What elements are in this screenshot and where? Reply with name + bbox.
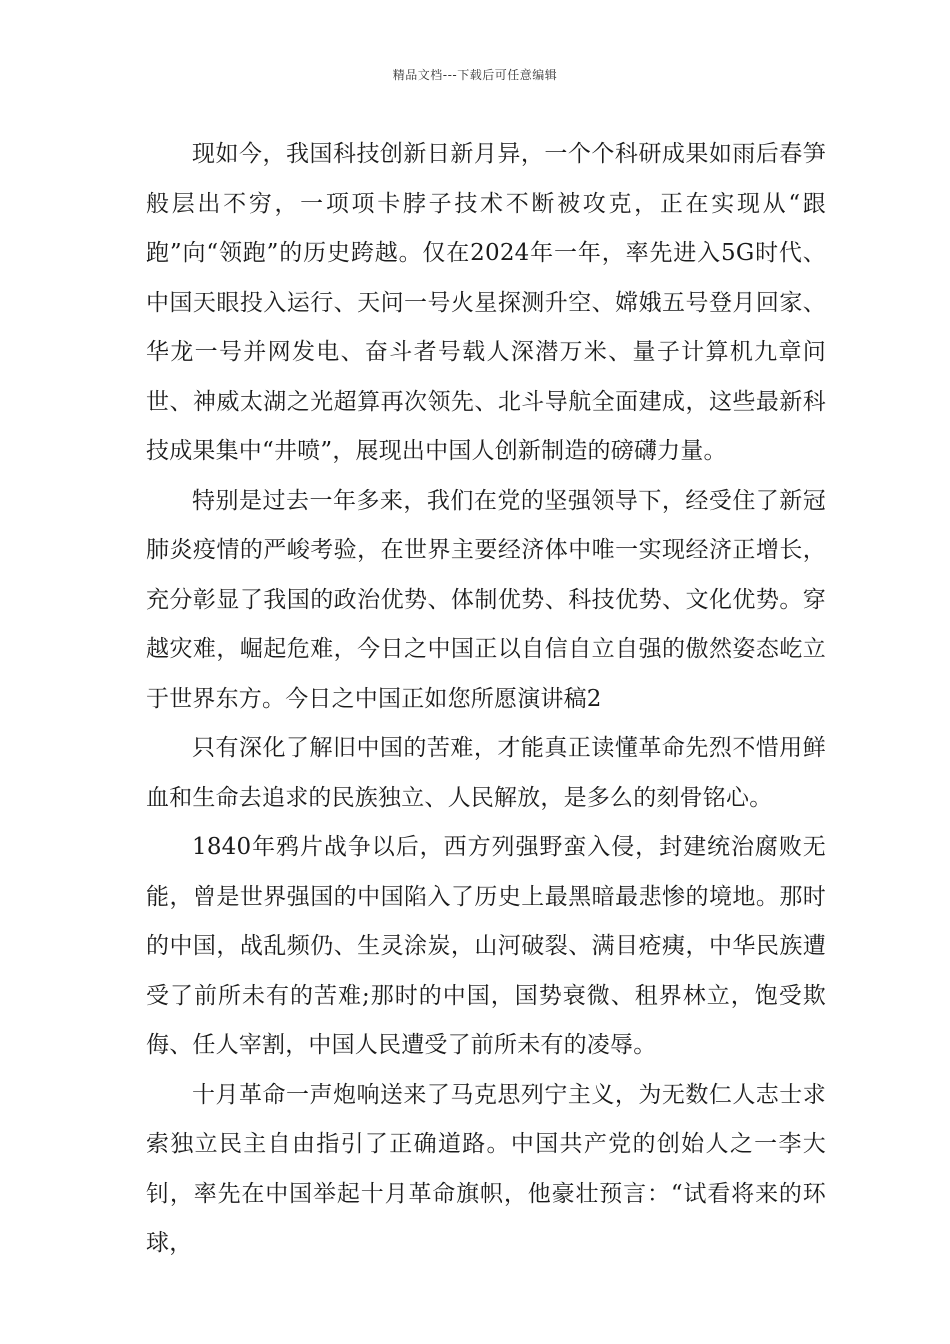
- paragraph-tech-innovation: 现如今，我国科技创新日新月异，一个个科研成果如雨后春笋般层出不穷，一项项卡脖子技术不断被攻克，正在实现从“跟跑”向“领跑”的历史跨越。仅在2024年一年，率先进入5G时代、中国天眼投入运行、天问一号火星探测升空、嫦娥五号登月回家、华龙一号并网发电、奋斗者号载人深潜万米、量子计算机九章问世、神威太湖之光超算再次领先、北斗导航全面建成，这些最新科技成果集中“井喷”，展现出中国人创新制造的磅礴力量。: [146, 141, 826, 464]
- paragraph-october-revolution: 十月革命一声炮响送来了马克思列宁主义，为无数仁人志士求索独立民主自由指引了正确道路。中国共产党的创始人之一李大钊，率先在中国举起十月革命旗帜，他豪壮预言：“试看将来的环球，: [146, 1081, 826, 1256]
- paragraph-opium-war: 1840年鸦片战争以后，西方列强野蛮入侵，封建统治腐败无能，曾是世界强国的中国陷入了历史上最黑暗最悲惨的境地。那时的中国，战乱频仍、生灵涂炭，山河破裂、满目疮痍，中华民族遭受了前所未有的苦难;那时的中国，国势衰微、租界林立，饱受欺侮、任人宰割，中国人民遭受了前所未有的凌辱。: [146, 834, 826, 1058]
- document-body: [146, 130, 826, 1269]
- paragraph-old-china: 只有深化了解旧中国的苦难，才能真正读懂革命先烈不惜用鲜血和生命去追求的民族独立、人民解放，是多么的刻骨铭心。: [146, 735, 826, 811]
- paragraph-pandemic: 特别是过去一年多来，我们在党的坚强领导下，经受住了新冠肺炎疫情的严峻考验，在世界主要经济体中唯一实现经济正增长，充分彰显了我国的政治优势、体制优势、科技优势、文化优势。穿越灾难，崛起危难，今日之中国正以自信自立自强的傲然姿态屹立于世界东方。今日之中国正如您所愿演讲稿2: [146, 487, 826, 712]
- page-header: 精品文档---下载后可任意编辑: [392, 68, 558, 82]
